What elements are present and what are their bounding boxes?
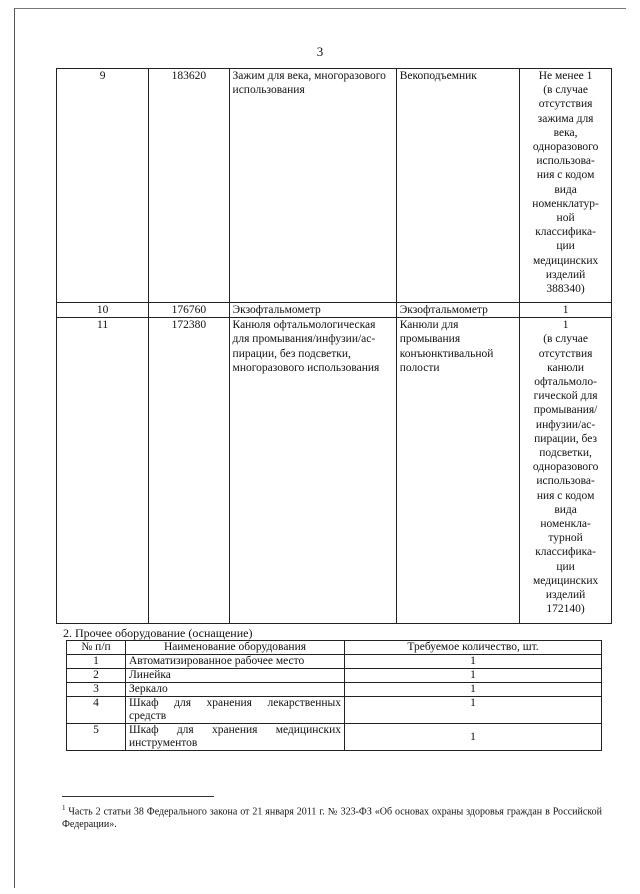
qty-line: (в случае [543,84,588,97]
nomenclature-code: 172380 [149,318,229,624]
qty-line: одноразового [532,461,599,474]
quantity: 1 [345,697,602,724]
quantity [520,303,612,318]
qty-line: турной [548,532,583,545]
qty-line: канюли [547,361,585,374]
table-header-row [67,641,602,655]
equipment-name: Шкаф для хранения лекарственных средств [126,697,345,724]
equipment-name: Автоматизированное рабочее место [126,655,345,669]
nomenclature-code: 176760 [149,303,229,318]
header-quantity: Требуемое количество, шт. [345,641,602,655]
qty-line: отсутствия [538,98,593,111]
qty-line: 172140) [546,603,585,616]
qty-line: вида [554,503,577,516]
table-row [57,318,612,624]
qty-line: ния с кодом [536,489,595,502]
row-number: 11 [57,318,149,624]
table-row [57,303,612,318]
footnote-text: Часть 2 статьи 38 Федерального закона от 21 января 2011 г. № 323-ФЗ «Об основах охраны здоровья граждан в Российской Федерации». [62,806,602,831]
row-number: 1 [67,655,126,669]
header-number: № п/п [67,641,126,655]
equipment-name: Шкаф для хранения медицинских инструментов [126,724,345,751]
qty-line: медицинских [532,254,599,267]
section-2-title: 2. Прочее оборудование (оснащение) [63,626,253,640]
qty-line: медицинских [532,574,599,587]
footnote-marker: 1 [62,804,66,812]
qty-line: пирации, без [534,432,598,445]
qty-line: отсутствия [538,347,593,360]
table-row [67,724,602,751]
qty-line: промывания/ [533,404,598,417]
header-name: Наименование оборудования [126,641,345,655]
qty-line: инфузии/ас- [535,418,596,431]
qty-line: Не менее 1 [538,70,593,82]
row-number: 3 [67,683,126,697]
qty-line: номенкла- [540,518,591,531]
page-number: 3 [316,44,324,59]
table-row [67,669,602,683]
qty-line: ния с кодом [536,169,595,182]
device-name: Зажим для века, многоразового использования [229,69,396,303]
quantity [520,69,612,303]
qty-line: 1 [562,319,569,332]
qty-line: классифика- [535,226,596,239]
qty-line: использова- [536,155,595,168]
device-type: Векоподъемник [396,69,519,303]
qty-line: ной [556,212,575,225]
table-row [67,683,602,697]
row-number: 4 [67,697,126,724]
device-type: Экзофтальмометр [396,303,519,318]
qty-line: изделий [545,589,586,602]
row-number: 5 [67,724,126,751]
row-number: 9 [57,69,149,303]
footnote [62,802,602,831]
quantity: 1 [345,683,602,697]
qty-line: зажима для [537,112,594,125]
qty-line: ции [556,560,575,573]
device-type: Канюли для промывания конъюнктивальной полости [396,318,519,624]
quantity [520,318,612,624]
table-row [67,655,602,669]
quantity: 1 [345,669,602,683]
footnote-separator [62,796,214,797]
table-row [67,697,602,724]
equipment-table [56,68,612,624]
row-number: 10 [57,303,149,318]
qty-line: века, [553,126,578,139]
qty-line: 388340) [546,283,585,296]
equipment-name: Линейка [126,669,345,683]
qty-line: классифика- [535,546,596,559]
qty-line: офтальмоло- [534,376,597,389]
qty-line: вида [554,183,577,196]
device-name: Канюля офтальмологическая для промывания/инфузии/ас-пирации, без подсветки, многоразового использования [229,318,396,624]
quantity: 1 [345,724,602,751]
device-name: Экзофтальмометр [229,303,396,318]
quantity: 1 [345,655,602,669]
qty-line: гической для [533,390,598,403]
qty-line: подсветки, [539,447,592,460]
qty-line: 1 [562,304,569,316]
row-number: 2 [67,669,126,683]
qty-line: одноразового [532,141,599,154]
qty-line: (в случае [543,333,588,346]
qty-line: изделий [545,268,586,281]
qty-line: использова- [536,475,595,488]
qty-line: ции [556,240,575,253]
equipment-name: Зеркало [126,683,345,697]
nomenclature-code: 183620 [149,69,229,303]
table-row [57,69,612,303]
other-equipment-table [66,640,602,751]
qty-line: номенклатур- [532,197,599,210]
